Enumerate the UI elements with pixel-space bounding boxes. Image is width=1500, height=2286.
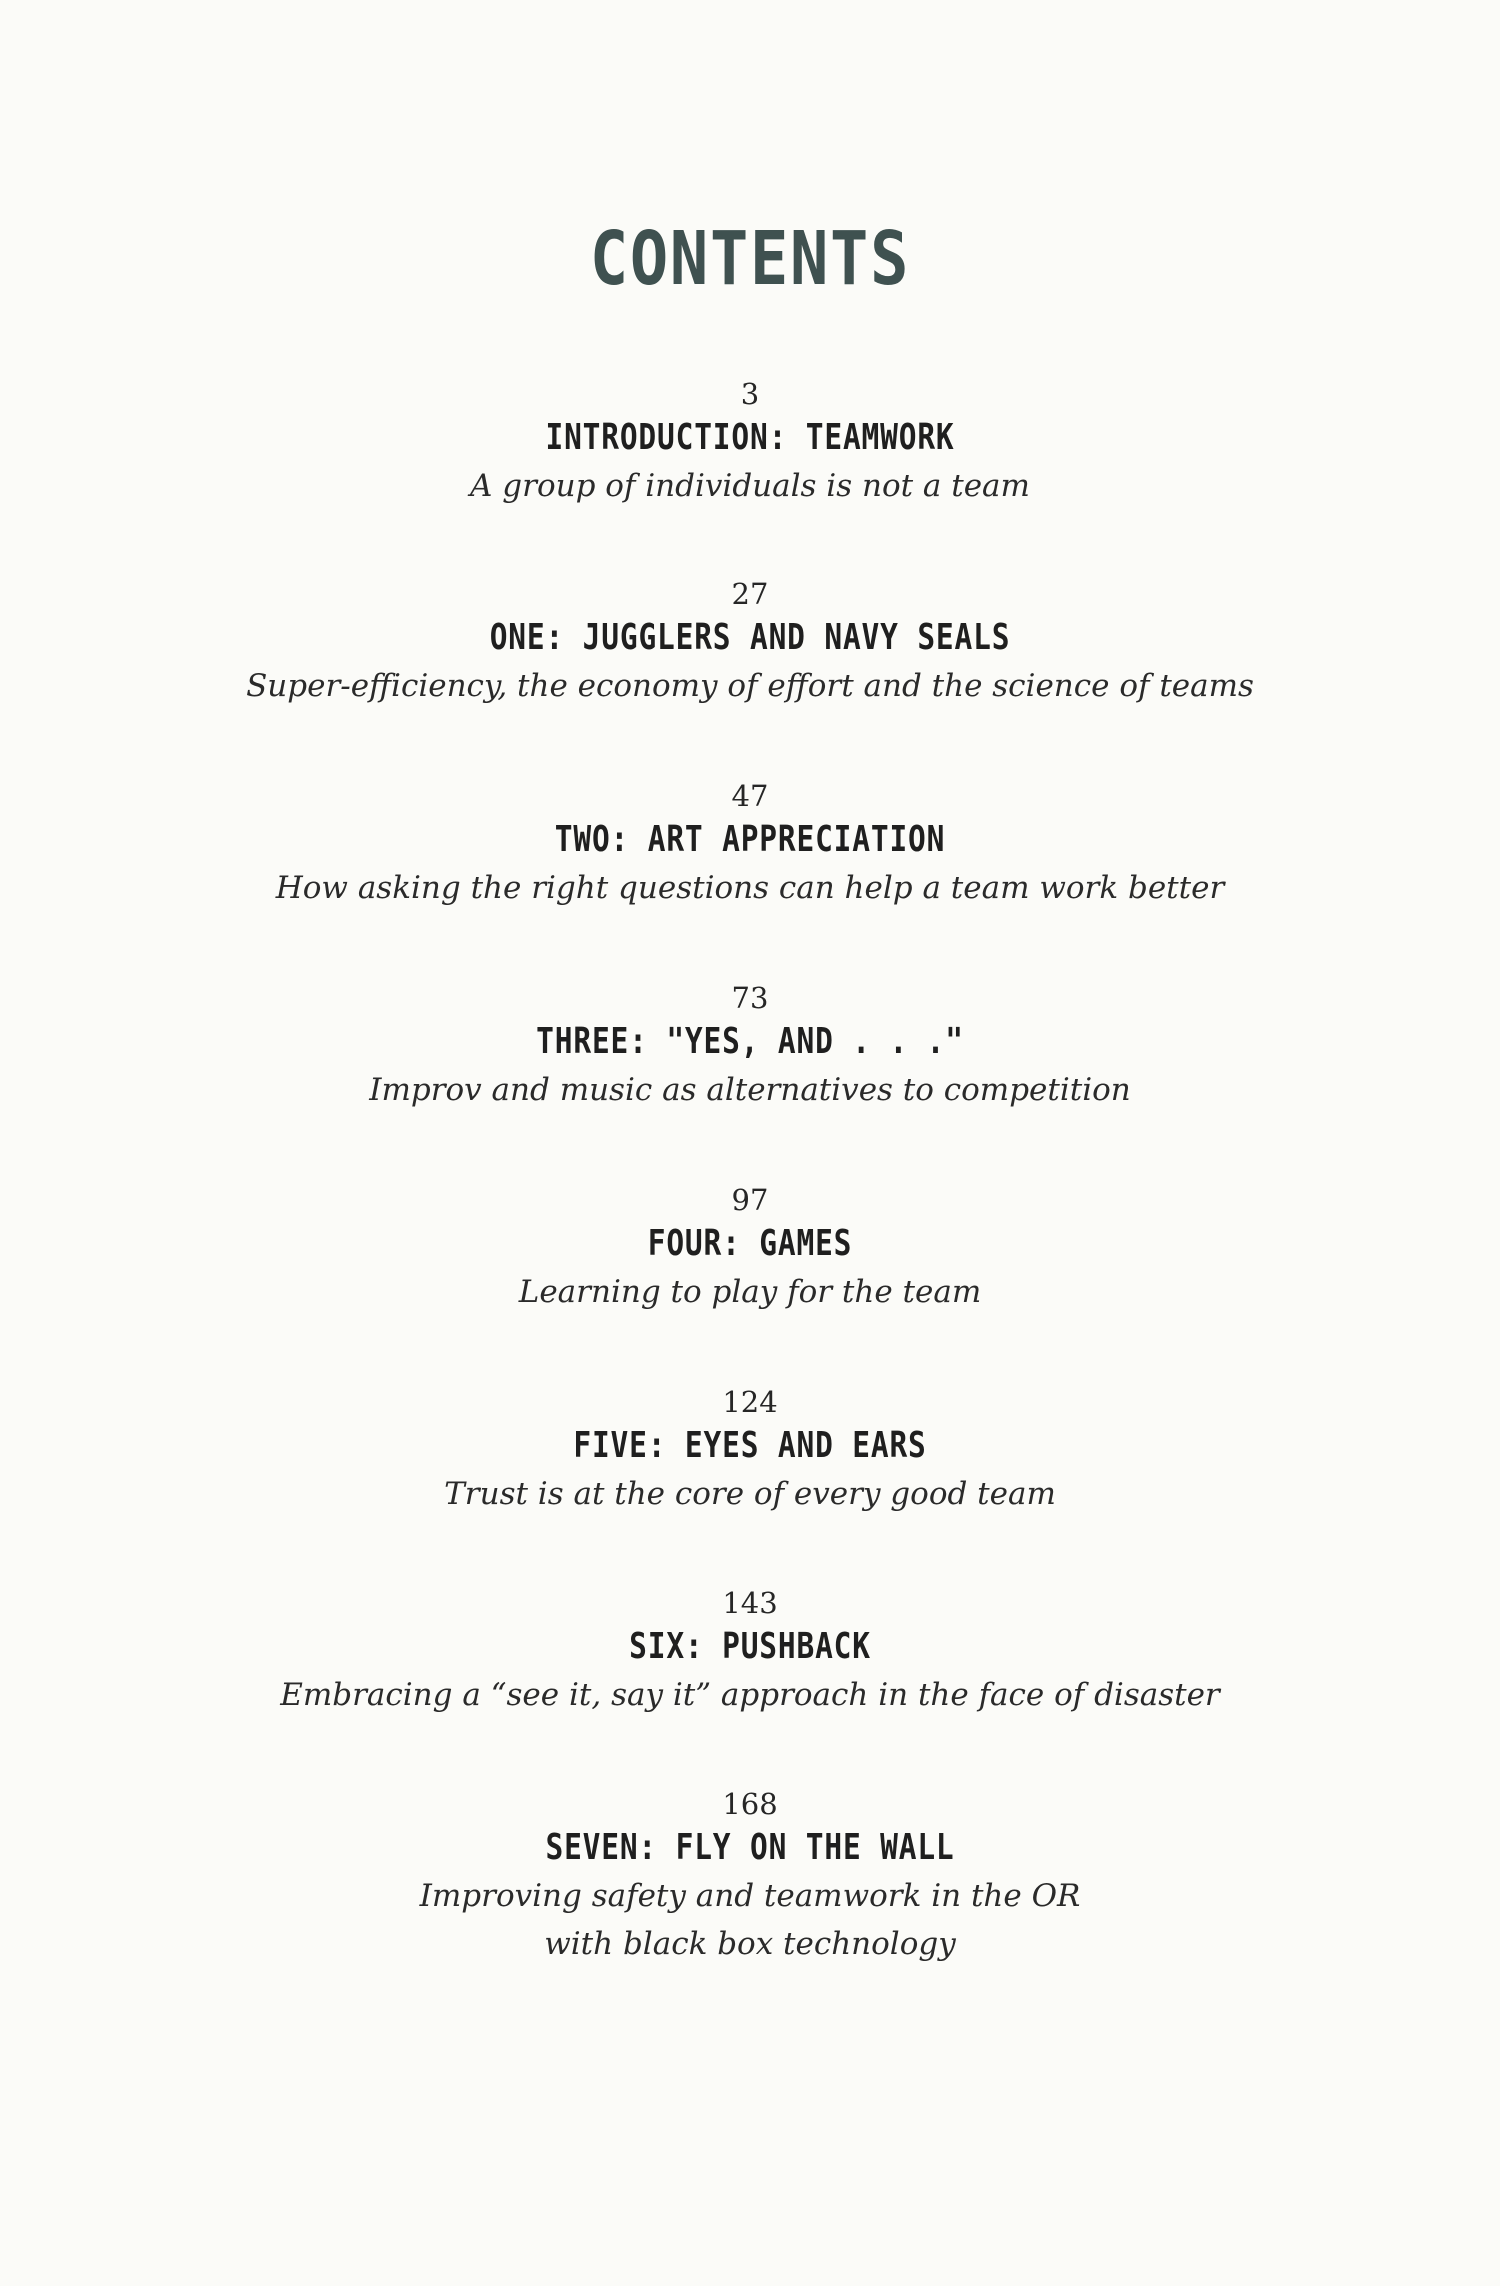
page-title: CONTENTS: [589, 216, 911, 302]
toc-entry-six[interactable]: [0, 1583, 1500, 1719]
chapter-title: SIX: PUSHBACK: [629, 1626, 871, 1667]
chapter-title: ONE: JUGGLERS AND NAVY SEALS: [489, 617, 1011, 658]
page-number: 73: [731, 981, 769, 1015]
toc-entry-introduction[interactable]: [0, 374, 1500, 510]
page-number: 97: [731, 1183, 769, 1217]
page-number: 143: [722, 1586, 778, 1620]
chapter-title: TWO: ART APPRECIATION: [554, 819, 946, 860]
page-number: 27: [731, 577, 769, 611]
chapter-subtitle: Embracing a “see it, say it” approach in the face of disaster: [280, 1677, 1220, 1713]
chapter-subtitle: Trust is at the core of every good team: [444, 1476, 1056, 1512]
page-number: 124: [722, 1385, 778, 1419]
chapter-subtitle: Improv and music as alternatives to competition: [369, 1072, 1131, 1108]
chapter-title: FOUR: GAMES: [647, 1223, 853, 1264]
chapter-title: THREE: "YES, AND . . .": [536, 1021, 964, 1062]
chapter-title: SEVEN: FLY ON THE WALL: [545, 1827, 955, 1868]
toc-entry-three[interactable]: [0, 978, 1500, 1114]
chapter-subtitle: Super-efficiency, the economy of effort and the science of teams: [246, 668, 1254, 704]
toc-entry-one[interactable]: [0, 574, 1500, 710]
toc-entry-five[interactable]: [0, 1382, 1500, 1518]
page-number: 168: [722, 1787, 778, 1821]
toc-entry-four[interactable]: [0, 1180, 1500, 1316]
chapter-subtitle: A group of individuals is not a team: [470, 468, 1030, 504]
chapter-subtitle: How asking the right questions can help a team work better: [275, 870, 1225, 906]
page-number: 47: [731, 779, 769, 813]
chapter-subtitle: Learning to play for the team: [518, 1274, 982, 1310]
toc-entry-seven[interactable]: [0, 1784, 1500, 1968]
chapter-subtitle-line-2: with black box technology: [544, 1926, 956, 1962]
chapter-subtitle: Improving safety and teamwork in the OR: [419, 1878, 1081, 1914]
page-number: 3: [740, 377, 760, 411]
chapter-title: FIVE: EYES AND EARS: [573, 1425, 927, 1466]
toc-entry-two[interactable]: [0, 776, 1500, 912]
chapter-title: INTRODUCTION: TEAMWORK: [545, 417, 955, 458]
